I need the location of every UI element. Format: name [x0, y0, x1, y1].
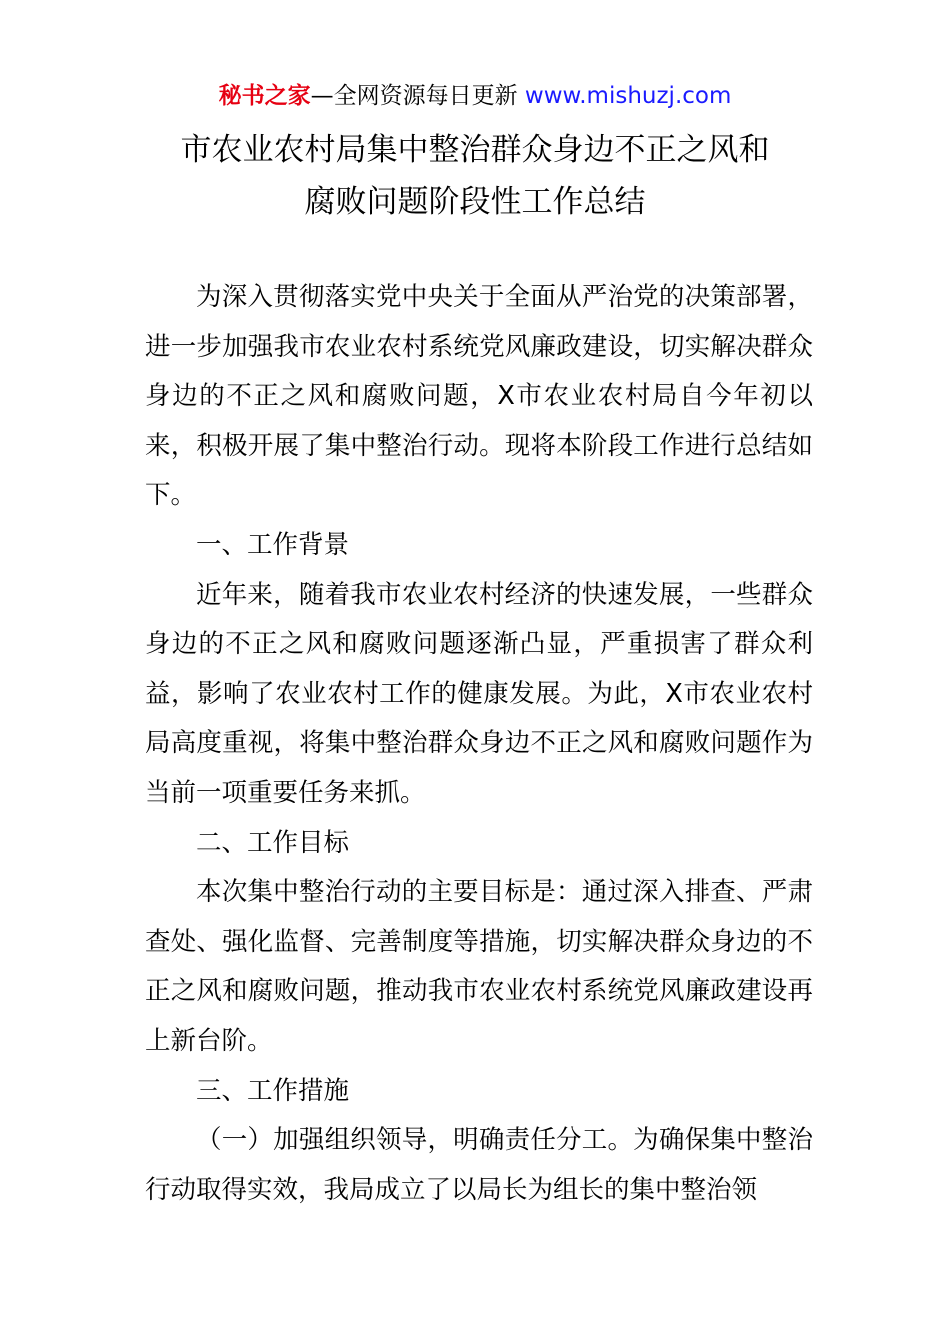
paragraph-intro: 为深入贯彻落实党中央关于全面从严治党的决策部署，进一步加强我市农业农村系统党风廉政建设，切实解决群众身边的不正之风和腐败问题，X市农业农村局自今年初以来，积极开展了集中整治行动。现将本阶段工作进行总结如下。: [145, 282, 813, 511]
title-line-1: 市农业农村局集中整治群众身边不正之风和: [180, 132, 770, 168]
title-line-2: 腐败问题阶段性工作总结: [304, 184, 646, 220]
paragraph-measures-1: （一）加强组织领导，明确责任分工。为确保集中整治行动取得实效，我局成立了以局长为组长的集中整治领: [145, 1125, 813, 1205]
site-url-link[interactable]: www.mishuzj.com: [524, 83, 732, 109]
paragraph-background: 近年来，随着我市农业农村经济的快速发展，一些群众身边的不正之风和腐败问题逐渐凸显，严重损害了群众利益，影响了农业农村工作的健康发展。为此，X市农业农村局高度重视，将集中整治群众身边不正之风和腐败问题作为当前一项重要任务来抓。: [145, 579, 813, 808]
site-header: [0, 80, 950, 112]
section-heading-background: 一、工作背景: [196, 529, 350, 560]
section-heading-goals: 二、工作目标: [196, 827, 350, 858]
header-tagline: —全网资源每日更新: [310, 83, 518, 109]
document-title: [0, 124, 950, 228]
section-heading-measures: 三、工作措施: [196, 1075, 350, 1106]
brand-name: 秘书之家: [218, 83, 311, 109]
paragraph-goals: 本次集中整治行动的主要目标是：通过深入排查、严肃查处、强化监督、完善制度等措施，切实解决群众身边的不正之风和腐败问题，推动我市农业农村系统党风廉政建设再上新台阶。: [145, 877, 813, 1056]
document-body: [145, 273, 813, 1215]
